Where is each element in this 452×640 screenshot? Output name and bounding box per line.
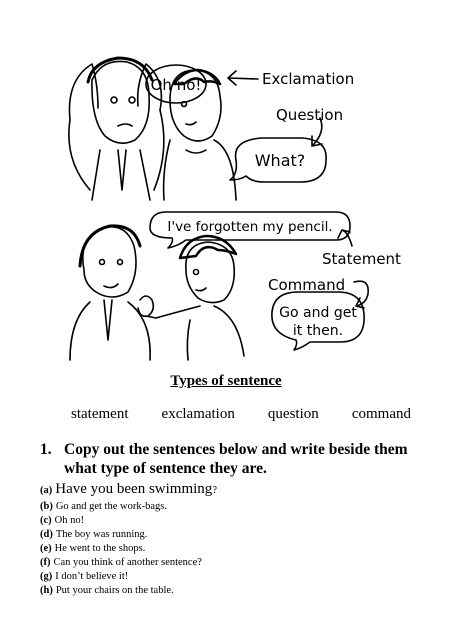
list-item [40, 556, 440, 570]
item-label: (c) [40, 515, 52, 526]
list-item [40, 584, 440, 598]
list-item [40, 528, 440, 542]
worried-man-figure [69, 58, 164, 200]
item-label: (e) [40, 543, 52, 554]
item-label: (f) [40, 557, 51, 568]
item-label: (a) [40, 485, 53, 496]
label-exclamation: Exclamation [262, 70, 355, 88]
bubble-go-line2: it then. [292, 323, 344, 339]
word-bank-item: command [351, 406, 411, 422]
item-text-trail: ? [212, 485, 217, 496]
section-title: Types of sentence [170, 373, 282, 389]
bubble-pencil-text: I've forgotten my pencil. [167, 219, 333, 235]
list-item [40, 480, 440, 500]
item-text: Put your chairs on the table. [55, 585, 174, 596]
item-label: (b) [40, 501, 53, 512]
man-in-suit-figure [70, 226, 153, 360]
task-instruction [40, 440, 440, 478]
task-number: 1. [40, 441, 52, 458]
item-text: I don’t believe it! [55, 571, 129, 582]
list-item [40, 514, 440, 528]
item-label: (g) [40, 571, 53, 582]
item-text: Have you been swimming [55, 481, 213, 497]
word-bank-item: exclamation [161, 406, 235, 422]
item-text: The boy was running. [55, 529, 148, 540]
speech-bubble-go-and-get [272, 292, 364, 350]
item-label: (h) [40, 585, 53, 596]
sentence-list [40, 480, 440, 598]
item-text: Oh no! [54, 515, 85, 526]
word-bank-item: statement [71, 406, 129, 422]
label-question: Question [276, 106, 344, 124]
list-item [40, 570, 440, 584]
item-text: Can you think of another sentence? [53, 557, 202, 568]
item-text: He went to the shops. [54, 543, 146, 554]
item-text: Go and get the work-bags. [55, 501, 167, 512]
pointing-woman-figure [146, 236, 244, 360]
label-statement: Statement [322, 250, 401, 268]
bubble-oh-no-text: Oh no! [150, 76, 202, 94]
list-item [40, 500, 440, 514]
word-bank [71, 406, 411, 423]
word-bank-item: question [267, 406, 319, 422]
arrow-left-icon [228, 71, 258, 85]
label-command: Command [268, 276, 346, 294]
bubble-what-text: What? [254, 151, 306, 170]
bubble-go-line1: Go and get [279, 305, 357, 321]
item-label: (d) [40, 529, 53, 540]
task-text: Copy out the sentences below and write beside them what type of sentence they are. [64, 441, 408, 477]
list-item [40, 542, 440, 556]
